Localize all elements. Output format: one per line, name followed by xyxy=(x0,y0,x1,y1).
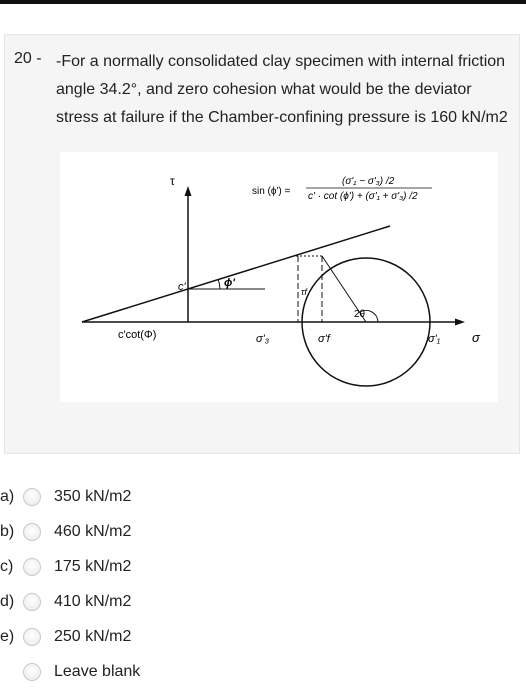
option-d[interactable] xyxy=(0,585,526,619)
option-label: 250 kN/m2 xyxy=(54,628,132,645)
sigma1-label: σ'₁ xyxy=(428,333,441,345)
two-theta-label: 2θ xyxy=(354,309,366,320)
option-a[interactable] xyxy=(0,480,526,514)
radio-button[interactable] xyxy=(23,628,41,646)
radio-button[interactable] xyxy=(23,593,41,611)
ccot-label: c'cot(Φ) xyxy=(118,329,157,341)
option-label: 175 kN/m2 xyxy=(54,558,132,575)
radio-button[interactable] xyxy=(23,523,41,541)
formula-lhs: sin (ϕ') = xyxy=(252,186,291,197)
option-label: 410 kN/m2 xyxy=(54,593,132,610)
formula-denominator: c' · cot (ϕ') + (σ'₁ + σ'₃) /2 xyxy=(308,191,418,202)
tau-axis-arrow xyxy=(185,186,192,196)
radio-button[interactable] xyxy=(23,488,41,506)
sigma3-label: σ'₃ xyxy=(256,333,270,345)
tau-label: τ xyxy=(170,174,175,188)
mohr-circle-figure xyxy=(60,152,498,402)
question-text: -For a normally consolidated clay specimen with internal friction angle 34.2°, and zero cohesion what would be the deviator stress at failure if the Chamber-confining pressure is 160 kN/m2 xyxy=(56,53,508,126)
option-letter: e) xyxy=(0,628,15,645)
option-letter: a) xyxy=(0,488,15,505)
option-b[interactable] xyxy=(0,515,526,549)
formula-numerator: (σ'₁ − σ'₃) /2 xyxy=(342,176,395,187)
sigma-axis-label: σ xyxy=(472,330,480,345)
option-letter: d) xyxy=(0,593,15,610)
cohesion-label: c' xyxy=(178,281,186,293)
sigmaf-label: σ'f xyxy=(318,333,330,345)
option-leave-blank[interactable] xyxy=(0,655,526,689)
option-e[interactable] xyxy=(0,620,526,654)
option-letter: b) xyxy=(0,523,15,540)
option-c[interactable] xyxy=(0,550,526,584)
radio-button[interactable] xyxy=(23,558,41,576)
tau-f-label: τf xyxy=(301,287,307,297)
option-label: Leave blank xyxy=(54,663,141,680)
radio-button[interactable] xyxy=(23,663,41,681)
option-label: 460 kN/m2 xyxy=(54,523,132,540)
sigma-axis-arrow xyxy=(455,319,465,326)
top-bar xyxy=(0,0,526,4)
option-label: 350 kN/m2 xyxy=(54,488,132,505)
failure-envelope xyxy=(82,226,390,322)
option-letter: c) xyxy=(0,558,14,575)
phi-label: ϕ' xyxy=(224,277,235,289)
mohr-diagram xyxy=(60,152,498,402)
question-number: 20 - xyxy=(14,50,42,67)
phi-arc xyxy=(218,279,220,289)
